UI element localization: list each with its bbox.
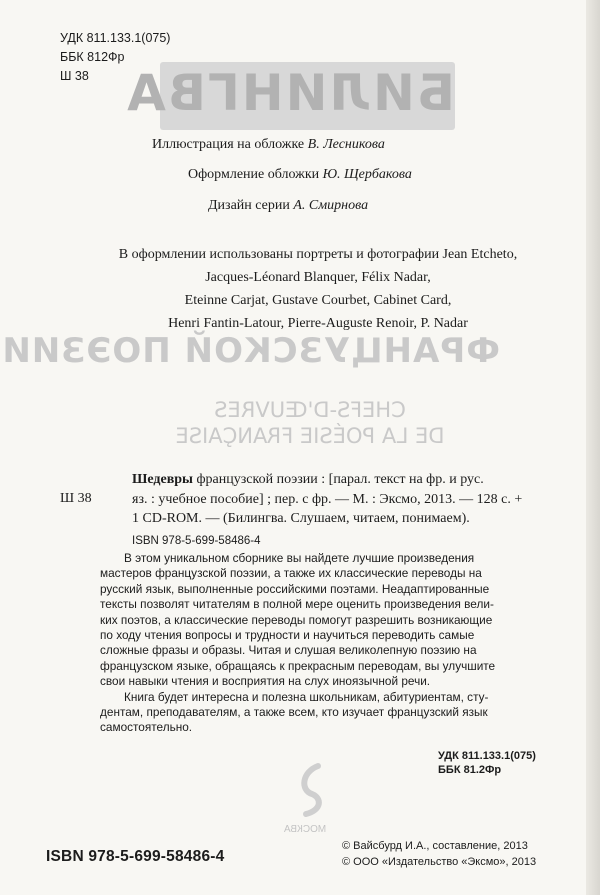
copyright-line: © ООО «Издательство «Эксмо», 2013: [342, 856, 537, 868]
biblio-line: [132, 470, 592, 490]
show-through-series-band: [125, 62, 455, 130]
isbn-record: ISBN 978-5-699-58486-4: [132, 535, 261, 547]
bibliographic-record: [132, 470, 592, 529]
udk-code: УДК 811.133.1(075): [60, 31, 171, 45]
bibliography-shifr: Ш 38: [60, 491, 92, 506]
book-title-word: Шедевры: [132, 472, 193, 487]
annotation-line: дентам, преподавателям, а также всем, кто изучает французский язык: [100, 705, 488, 720]
footer-codes: [438, 749, 536, 777]
annotation-line: французском языке, обращаясь к прекрасным переводам, вы улучшите: [100, 658, 496, 673]
credit-series-design: [208, 198, 368, 214]
biblio-line: 1 CD-ROM. — (Билингва. Слушаем, читаем, понимаем).: [132, 511, 470, 526]
credit-name: В. Лесникова: [307, 137, 385, 152]
annotation-line: свои навыки чтения и восприятия на слух иноязычной речи.: [100, 674, 431, 689]
portraits-line: Eteinne Carjat, Gustave Courbet, Cabinet Card,: [184, 293, 452, 308]
annotation-line: Книга будет интересна и полезна школьникам, абитуриентам, сту-: [124, 689, 489, 704]
portraits-note: [48, 243, 588, 335]
annotation-line: сложные фразы и образы. Читая и слушая великолепную поэзию на: [100, 643, 477, 658]
copyright-line: © Вайсбурд И.А., составление, 2013: [342, 840, 528, 852]
show-through-series: БИЛИНГВА: [125, 64, 455, 122]
annotation-line: русский язык, выполненные российскими поэтами. Неадаптированные: [100, 581, 490, 596]
biblio-line-text: французской поэзии : [парал. текст на фр. и рус.: [192, 472, 484, 487]
credit-cover-design: [188, 167, 412, 183]
show-through-fr-line2: DE LA POÉSIE FRANÇAISE: [175, 424, 445, 448]
annotation-line: мастеров французской поэзии, а также их классические переводы на: [100, 566, 482, 581]
biblio-line: яз. : учебное пособие] ; пер. с фр. — М. : Эксмо, 2013. — 128 с. +: [132, 491, 523, 507]
annotation-line: тексты позволят читателям в полной мере оценить произведения вели-: [100, 597, 494, 612]
show-through-title: ФРАНЦУЗСКОЙ ПОЭЗИИ: [1, 331, 500, 371]
credit-label: Дизайн серии: [208, 198, 290, 213]
footer-bbk: ББК 81.2Фр: [438, 764, 502, 776]
credit-name: Ю. Щербакова: [322, 167, 412, 182]
eksmo-logo-icon: [288, 760, 336, 820]
shifr-code: Ш 38: [60, 69, 89, 83]
isbn-big: ISBN 978-5-699-58486-4: [46, 848, 225, 865]
portraits-line: В оформлении использованы портреты и фотографии Jean Etcheto,: [118, 247, 518, 262]
credit-label: Иллюстрация на обложке: [152, 137, 305, 152]
credit-name: А. Смирнова: [293, 198, 369, 213]
classification-codes: [60, 29, 170, 86]
credit-label: Оформление обложки: [188, 167, 320, 182]
show-through-city: МОСКВА: [284, 824, 327, 835]
page-edge: [586, 0, 600, 895]
annotation-line: В этом уникальном сборнике вы найдете лучшие произведения: [124, 551, 475, 565]
show-through-fr-line1: CHEFS-D'ŒUVRES: [214, 398, 406, 422]
footer-udk: УДК 811.133.1(075): [438, 750, 536, 762]
annotation: [100, 551, 562, 736]
bbk-code: ББК 812Фр: [60, 50, 125, 64]
portraits-line: Henri Fantin-Latour, Pierre-Auguste Renoir, P. Nadar: [168, 316, 468, 331]
annotation-line: по ходу чтения вопросы и трудности и научиться переводить самые: [100, 628, 475, 643]
annotation-line: самостоятельно.: [100, 720, 193, 735]
annotation-line: ких поэтов, а классические переводы помогут разрешить возникающие: [100, 612, 493, 627]
copyright: [342, 838, 536, 870]
credit-illustration: [152, 137, 385, 153]
portraits-line: Jacques-Léonard Blanquer, Félix Nadar,: [205, 270, 431, 285]
